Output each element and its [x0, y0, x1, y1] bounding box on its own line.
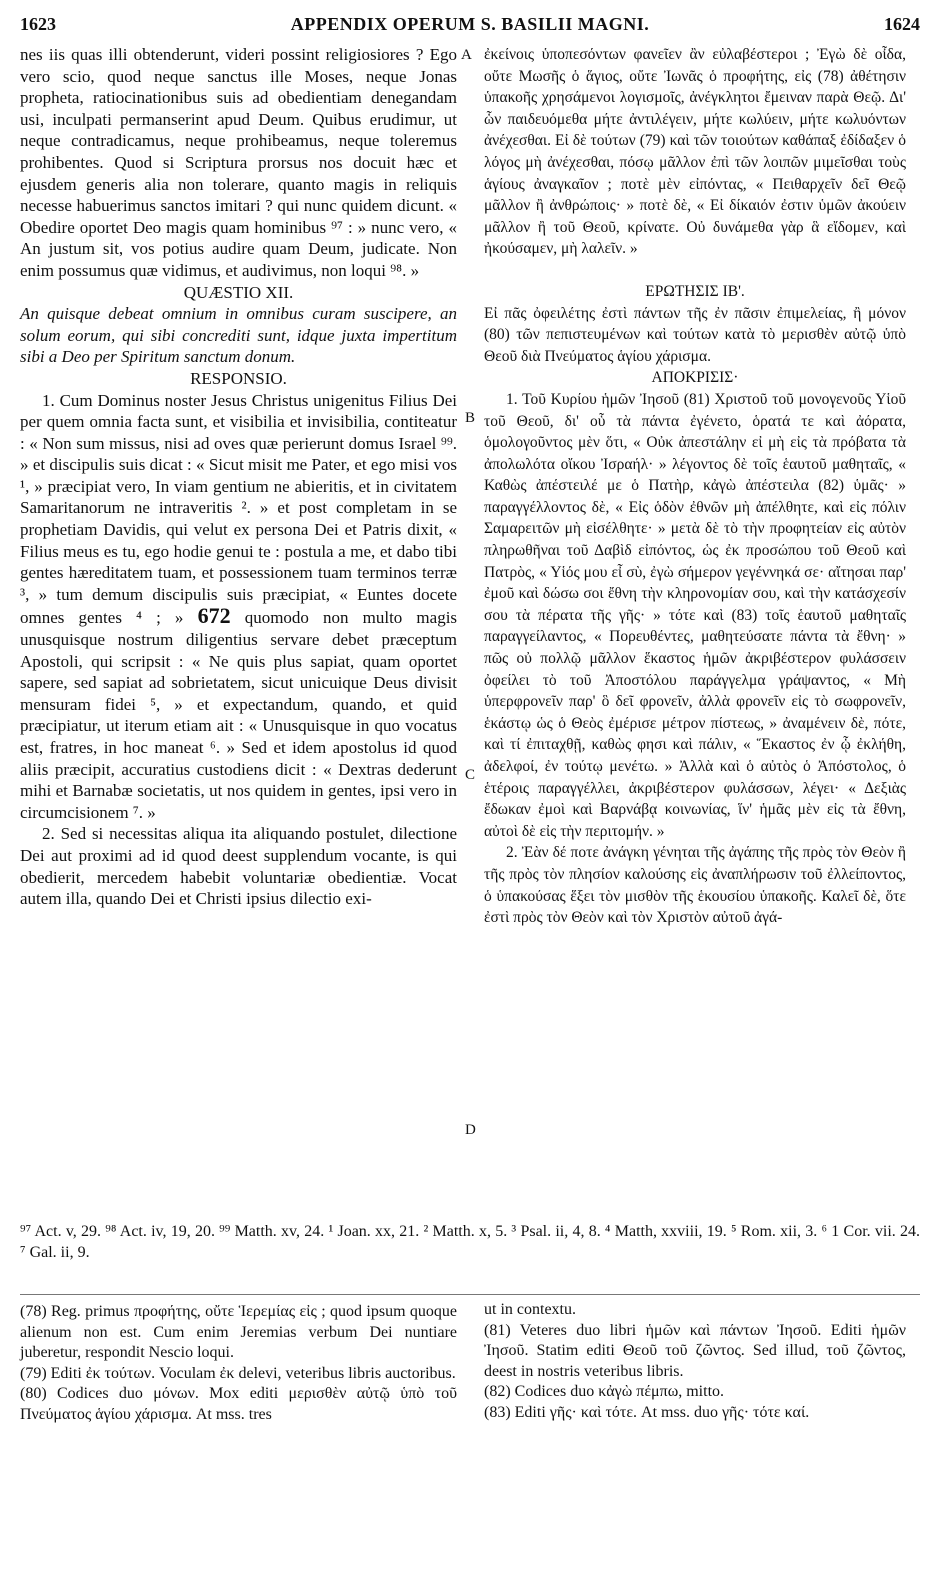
notes-divider — [20, 1294, 920, 1295]
note-80-continued: ut in contextu. — [484, 1301, 576, 1318]
section-marker-c: C — [465, 767, 476, 783]
latin-paragraph-1-part-a: 1. Cum Dominus noster Jesus Christus unigenitus Filius Dei per quem omnia facta sunt, et visibilia et invisibilia, contiteatur : « Non sum missus, nisi ad oves quæ perierunt domus Israel ⁹⁹. » et discipulis suis dicat : « Sicut misit me Pater, et ego misi vos ¹, » præcipiat vero, In viam gentium ne abieritis, et in civitatem Samaritanorum ne intraveritis ². » et post completam in se prophetiam Davidis, qui velut ex persona Dei et Patris dixit, « Filius meus es tu, ego hodie genui te : postula a me, et dabo tibi gentes hæreditatem tuam, et possessionem tuam terminos terræ ³, » tum demum discipulis suis præcipiat, « Euntes docete omnes gentes ⁴ ; » — [20, 390, 457, 628]
greek-response-title: ΑΠΟΚΡΙΣΙΣ· — [651, 369, 739, 387]
latin-paragraph-1 — [20, 390, 457, 824]
note-83: (83) Editi γῆς· καὶ τότε. At mss. duo γῆς· τότε καί. — [484, 1403, 810, 1421]
greek-question-text: Εἰ πᾶς ὀφειλέτης ἐστὶ πάντων τῆς ἐν πᾶσιν ἐπιμελείας, ἢ μόνον (80) τῶν πεπιστευμένων καὶ τούτων κατὰ τὸ μερισθὲν αὐτῷ ὑπὸ Θεοῦ διὰ Πνεύματος ἁγίου χάρισμα. — [484, 304, 906, 365]
note-82: (82) Codices duo κἀγὼ πέμπω, mitto. — [484, 1383, 725, 1400]
latin-question-title: QUÆSTIO XII. — [183, 282, 294, 302]
editorial-notes-right — [484, 1300, 906, 1423]
left-column-number: 1623 — [20, 14, 56, 34]
note-80: (80) Codices duo μόνων. Mox editi μερισθὲν αὐτῷ ὑπὸ τοῦ Πνεύματος ἁγίου χάρισμα. At mss. tres — [20, 1385, 457, 1423]
latin-paragraph-1-part-b: quomodo non multo magis unusquisque nostrum diligentius servare debet præceptum Apostoli, qui scripsit : « Ne quis plus sapiat, quam oportet sapere, sed sapiat ad sobrietatem, sicut unicuique Deus divisit mensuram fidei ⁵, » et expectandum, quando, et quid præcipiatur, ut iterum etiam ait : « Unusquisque in quo vocatus est, fratres, in hoc maneat ⁶. » Sed et idem apostolus id quod aliis præcipit, accuratius custodiens dicit : « Dextras dederunt mihi et Barnabæ societatis, ut nos quidem in gentes, ipsi vero in circumcisionem ⁷. » — [20, 608, 458, 822]
scripture-footnotes: ⁹⁷ Act. v, 29. ⁹⁸ Act. iv, 19, 20. ⁹⁹ Matth. xv, 24. ¹ Joan. xx, 21. ² Matth. x, 5. ³ Psal. ii, 4, 8. ⁴ Matth, xxviii, 19. ⁵ Rom. xii, 3. ⁶ 1 Cor. vii. 24. ⁷ Gal. ii, 9. — [20, 1223, 920, 1261]
greek-column — [484, 44, 906, 929]
section-marker-a: A — [461, 47, 472, 63]
column-number-marker: 672 — [197, 603, 231, 629]
greek-question-title: ΕΡΩΤΗΣΙΣ ΙΒ'. — [645, 282, 745, 300]
editorial-notes-left — [20, 1302, 457, 1425]
section-marker-d: D — [465, 1122, 476, 1138]
latin-column — [20, 44, 457, 910]
latin-paragraph-2: 2. Sed si necessitas aliqua ita aliquando postulet, dilectione Dei aut proximi ad id quod deest supplendum vocante, is qui obedierit, mercedem habebit voluntariæ obedientiæ. Vocat autem illa, quando Dei et Christi ipsius dilectio exi- — [20, 824, 457, 909]
latin-response-title: RESPONSIO. — [190, 368, 287, 388]
note-79: (79) Editi ἐκ τούτων. Voculam ἐκ delevi, veteribus libris auctoribus. — [20, 1364, 456, 1382]
note-78: (78) Reg. primus προφήτης, οὔτε Ἱερεμίας εἰς ; quod ipsum quoque alienum non est. Cum enim Jeremias verbum Dei nuntiare juberetur, respondit Nescio loqui. — [20, 1303, 457, 1361]
note-81: (81) Veteres duo libri ἡμῶν καὶ πάντων Ἰησοῦ. Editi ἡμῶν Ἰησοῦ. Statim editi Θεοῦ τοῦ ζῶντος. Sed illud, τοῦ ζῶντος, deest in nostris veteribus libris. — [484, 1321, 906, 1380]
running-title: APPENDIX OPERUM S. BASILII MAGNI. — [290, 14, 650, 34]
greek-paragraph-1: 1. Τοῦ Κυρίου ἡμῶν Ἰησοῦ (81) Χριστοῦ τοῦ μονογενοῦς Υἱοῦ τοῦ Θεοῦ, δι' οὗ τὰ πάντα ἐγένετο, ὁρατά τε καὶ ἀόρατα, ὁμολογοῦντος μὲν ὅτι, « Οὐκ ἀπεστάλην εἰ μὴ εἰς τὰ πρόβατα τὰ ἀπολωλότα οἴκου Ἰσραήλ· » λέγοντος δὲ τοῖς ἑαυτοῦ μαθηταῖς, « Καθὼς ἀπέστειλέ με ὁ Πατὴρ, κἀγὼ ἀπέστειλα (82) ὑμᾶς· » παραγγέλλοντος δὲ, « Εἰς ὁδὸν ἐθνῶν μὴ ἀπέλθητε, καὶ εἰς πόλιν Σαμαρειτῶν μὴ εἰσέλθητε· » μετὰ δὲ τὸ τὴν προφητείαν εἰς αὐτὸν πληρωθῆναι τοῦ Δαβὶδ εἰπόντος, ὡς ἐκ προσώπου τοῦ Θεοῦ καὶ Πατρὸς, « Υἱός μου εἶ σὺ, ἐγὼ σήμερον γεγέννηκά σε· αἴτησαι παρ' ἐμοῦ καὶ δώσω σοι ἔθνη τὴν κληρονομίαν σου, καὶ τὴν κατάσχεσίν σου τὰ πέρατα τῆς γῆς· » τότε καὶ (83) τοῖς ἑαυτοῦ μαθηταῖς παραγγείλαντος, « Πορευθέντες, μαθητεύσατε πάντα τὰ ἔθνη· » πῶς οὐ πολλῷ μᾶλλον ἕκαστος ἡμῶν ἀκριβέστερον φυλάσσειν ὀφείλει τὸ τοῦ Ἀποστόλου παράγγελμα γράψαντος, « Μὴ ὑπερφρονεῖν παρ' ὃ δεῖ φρονεῖν, ἀλλὰ φρονεῖν εἰς τὸ σωφρονεῖν, ἑκάστῳ ὡς ὁ Θεὸς ἐμέρισε μέτρον πίστεως, » ἀναμένειν δὲ, πότε, καὶ τί ἐπιταχθῇ, καθὼς φησι καὶ πάλιν, « Ἕκαστος ἐν ᾧ ἐκλήθη, ἀδελφοί, ἐν τούτῳ μενέτω. » Ἀλλὰ καὶ ὁ αὐτὸς ὁ Ἀπόστολος, ὁ ἑτέροις παραγγέλλει, ἀκριβέστερον φυλάσσων, λέγει· « Δεξιὰς ἔδωκαν ἐμοὶ καὶ Βαρνάβᾳ κοινωνίας, ἵν' ἡμᾶς μὲν εἰς τὰ ἔθνη, αὐτοὶ δὲ εἰς τὴν περιτομήν. » — [484, 390, 906, 840]
greek-paragraph-2: 2. Ἐὰν δέ ποτε ἀνάγκη γένηται τῆς ἀγάπης τῆς πρὸς τὸν Θεὸν ἢ τῆς πρὸς τὸν πλησίον καλούσης εἰς ἀναπλήρωσιν τοῦ ἐλλείποντος, ὁ ὑπακούσας ἕξει τὸν μισθὸν τῆς ἑκουσίου ὑπακοῆς. Καλεῖ δὲ, ὅτε ἐστὶ πρὸς τὸν Θεὸν καὶ τὸν Χριστὸν αὐτοῦ ἀγά- — [484, 844, 906, 927]
latin-intro-paragraph: nes iis quas illi obtenderunt, videri possint religiosiores ? Ego vero scio, quod neque sanctus ille Moses, neque Jonas propheta, ratiocinationibus suis ad obedientiam denegandam usi, inculpati permanserint apud Deum. Quibus erudimur, ut neque contradicamus, neque prohibeamus, neque toleremus prohibentes. Quod si Scriptura prorsus nos docuit hæc et ejusdem generis alia non tolerare, quanto magis in reliquis necesse habuerimus sanctos imitari ? qui nunc quidem dicunt. « Obedire oportet Deo magis quam hominibus ⁹⁷ : » nunc vero, « An justum sit, vos potius audire quam Deum, judicate. Non enim possumus quæ vidimus, et audivimus, non loqui ⁹⁸. » — [20, 45, 457, 280]
page-header — [20, 10, 920, 40]
section-marker-b: B — [465, 410, 476, 426]
right-column-number: 1624 — [884, 14, 920, 34]
greek-intro-paragraph: ἐκείνοις ὑποπεσόντων φανεῖεν ἂν εὐλαβέστεροι ; Ἐγὼ δὲ οἶδα, οὔτε Μωσῆς ὁ ἅγιος, οὔτε Ἰωνᾶς ὁ προφήτης, εἰς (78) ἀθέτησιν ὑπακοῆς χρησάμενοι λογισμοῖς, ἀνέγκλητοι ἔμειναν παρὰ Θεῷ. Δι' ὧν παιδευόμεθα μήτε ἀντιλέγειν, μήτε κωλύειν, μήτε κωλυόντων ἀνέχεσθαι. Εἰ δὲ τούτων (79) καὶ τῶν τοιούτων καθάπαξ ἐδίδαξεν ὁ λόγος μὴ ἀνέχεσθαι, πόσῳ μᾶλλον ἐπὶ τῶν λοιπῶν μιμεῖσθαι τοὺς ἁγίους ἀναγκαῖον ; ποτὲ μὲν εἰπόντας, « Πειθαρχεῖν δεῖ Θεῷ μᾶλλον ἢ ἀνθρώποις· » ποτὲ δὲ, « Εἰ δίκαιόν ἐστιν ὑμῶν ἀκούειν μᾶλλον ἢ τοῦ Θεοῦ, κρίνατε. Οὐ δυνάμεθα γὰρ ἃ εἴδομεν, καὶ ἠκούσαμεν, μὴ λαλεῖν. » — [484, 46, 906, 258]
latin-question-text: An quisque debeat omnium in omnibus curam suscipere, an solum eorum, qui sibi concrediti sunt, idque juxta impertitum sibi a Deo per Spiritum sanctum donum. — [20, 304, 457, 367]
